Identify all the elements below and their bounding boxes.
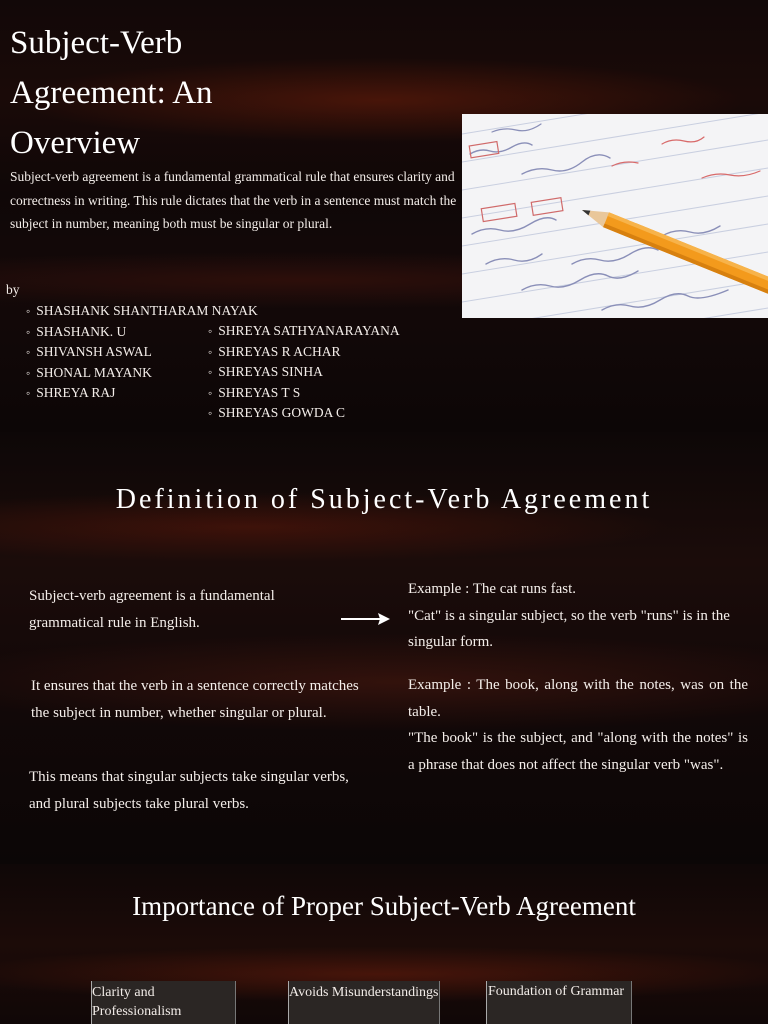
overview-title: Subject-Verb Agreement: An Overview [10, 25, 213, 161]
author-name: ◦ SHASHANK SHANTHARAM NAYAK [26, 301, 258, 322]
author-name: ◦ SHREYA SATHYANARAYANA [208, 321, 400, 342]
author-name: ◦ SHREYAS T S [208, 383, 400, 404]
author-name: ◦ SHREYAS R ACHAR [208, 342, 400, 363]
example-2-sentence: Example : The book, along with the notes, was on the table. [408, 677, 748, 720]
importance-card-label: Avoids Misunderstandings [289, 985, 439, 1000]
definition-paragraph-2: It ensures that the verb in a sentence correctly matches the subject in number, whether singular or plural. [31, 678, 359, 721]
author-name: ◦ SHIVANSH ASWAL [26, 342, 258, 363]
overview-intro: Subject-verb agreement is a fundamental grammatical rule that ensures clarity and correctness in writing. This rule dictates that the verb in a sentence must match the subject in number, meaning both must be singular or plural. [10, 169, 457, 231]
example-1-sentence: Example : The cat runs fast. [408, 581, 577, 597]
definition-title: Definition of Subject-Verb Agreement [115, 484, 653, 515]
importance-card-clarity [91, 981, 236, 1024]
author-name: ◦ SHREYAS SINHA [208, 362, 400, 383]
example-1-explanation: "Cat" is a singular subject, so the verb "runs" is in the singular form. [408, 607, 730, 650]
notebook-pencil-photo [462, 114, 768, 318]
example-2 [408, 672, 748, 778]
example-2-explanation: "The book" is the subject, and "along with the notes" is a phrase that does not affect the singular verb "was". [408, 730, 748, 773]
importance-card-misunderstandings [288, 981, 440, 1024]
importance-title: Importance of Proper Subject-Verb Agreement [132, 891, 636, 921]
arrow-right-icon [340, 611, 392, 627]
importance-slide [0, 864, 768, 1024]
overview-slide [0, 0, 768, 432]
author-list-right [208, 321, 400, 424]
author-name: ◦ SHASHANK. U [26, 322, 258, 343]
example-1 [408, 576, 748, 656]
importance-card-label: Foundation of Grammar [488, 984, 625, 999]
importance-card-foundation [486, 981, 632, 1024]
definition-paragraph-1: Subject-verb agreement is a fundamental grammatical rule in English. [29, 588, 275, 631]
by-label: by [6, 282, 20, 297]
author-name: ◦ SHREYAS GOWDA C [208, 403, 400, 424]
author-name: ◦ SHONAL MAYANK [26, 363, 258, 384]
definition-slide [0, 432, 768, 864]
author-name: ◦ SHREYA RAJ [26, 383, 258, 404]
definition-paragraph-3: This means that singular subjects take singular verbs, and plural subjects take plural verbs. [29, 769, 349, 812]
importance-card-label: Clarity and Professionalism [92, 985, 182, 1019]
